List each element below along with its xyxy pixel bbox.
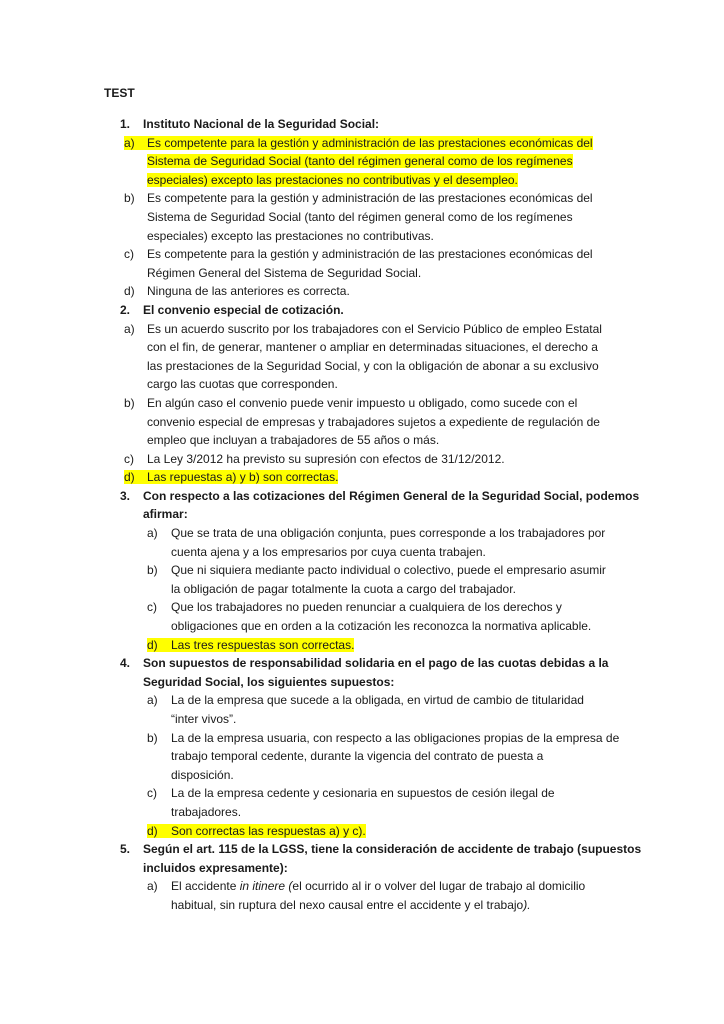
option-text: La Ley 3/2012 ha previsto su supresión con efectos de 31/12/2012. — [147, 451, 505, 466]
answer-option-a — [0, 320, 724, 394]
option-text: La de la empresa que sucede a la obligada, en virtud de cambio de titularidad — [171, 693, 584, 708]
highlighted-answer — [147, 173, 518, 187]
option-text: La de la empresa cedente y cesionaria en supuestos de cesión ilegal de — [171, 786, 555, 801]
option-line — [0, 710, 724, 729]
option-line — [0, 208, 724, 227]
option-line — [0, 822, 724, 841]
option-letter: c) — [147, 600, 157, 615]
option-text: convenio especial de empresas y trabajadores sujetos a expediente de regulación de — [147, 414, 600, 429]
option-line — [0, 877, 724, 896]
answer-text — [147, 210, 573, 224]
answer-option-b — [0, 729, 724, 785]
answer-text — [171, 582, 516, 596]
answer-option-d — [0, 468, 724, 487]
answer-text — [124, 322, 602, 336]
option-line — [0, 134, 724, 153]
question-number: 5. — [120, 842, 131, 857]
option-text: “inter vivos”. — [171, 712, 237, 726]
option-line — [0, 468, 724, 487]
option-text: Es competente para la gestión y administración de las prestaciones económicas del — [147, 247, 593, 262]
option-text: cargo las cuotas que corresponden. — [147, 377, 338, 392]
option-line — [0, 338, 724, 357]
option-letter: b) — [147, 563, 158, 578]
option-line — [0, 189, 724, 208]
option-letter: c) — [147, 786, 157, 801]
answer-text — [171, 768, 234, 782]
option-line — [0, 598, 724, 617]
option-text: especiales) excepto las prestaciones no contributivas. — [147, 228, 434, 243]
answer-text — [171, 545, 486, 559]
option-line — [0, 394, 724, 413]
question-number: 3. — [120, 488, 131, 503]
option-text: Es un acuerdo suscrito por los trabajadores con el Servicio Público de empleo Estatal — [147, 321, 602, 336]
option-line — [0, 431, 724, 450]
document-title: TEST — [104, 86, 135, 100]
option-line — [0, 320, 724, 339]
answer-option-c — [0, 245, 724, 282]
question-number: 1. — [120, 117, 131, 131]
option-letter: a) — [147, 693, 158, 708]
answer-text — [171, 619, 591, 633]
question-title-text: Según el art. 115 de la LGSS, tiene la consideración de accidente de trabajo (supuestos — [143, 842, 642, 857]
option-letter: b) — [147, 730, 158, 745]
option-text: Las tres respuestas son correctas. — [171, 637, 355, 652]
answer-text — [147, 693, 584, 707]
question-5 — [0, 840, 724, 877]
option-line — [0, 580, 724, 599]
option-line — [0, 691, 724, 710]
option-text: Que los trabajadores no pueden renunciar a cualquiera de los derechos y — [171, 600, 562, 615]
answer-option-d — [0, 282, 724, 301]
option-text-segment: el ocurrido al ir o volver del lugar de trabajo al domicilio — [292, 879, 586, 894]
option-text: con el fin, de generar, mantener o ampliar en determinadas situaciones, el derecho a — [147, 340, 598, 355]
highlighted-answer — [124, 470, 338, 484]
answer-text — [147, 340, 598, 354]
option-text: Que se trata de una obligación conjunta, pues corresponde a los trabajadores por — [171, 526, 606, 541]
answer-text — [171, 805, 241, 819]
option-line — [0, 766, 724, 785]
option-line — [0, 524, 724, 543]
answer-text — [147, 415, 600, 429]
option-line — [0, 227, 724, 246]
answer-text — [147, 377, 338, 391]
option-text: Las repuestas a) y b) son correctas. — [147, 470, 339, 485]
option-text-segment: habitual, sin ruptura del nexo causal entre el accidente y el trabajo — [171, 897, 524, 912]
option-text: empleo que incluyan a trabajadores de 55 años o más. — [147, 433, 440, 448]
option-line — [0, 357, 724, 376]
option-text: Es competente para la gestión y administración de las prestaciones económicas del — [147, 135, 593, 150]
answer-text — [147, 879, 585, 893]
option-text: Que ni siquiera mediante pacto individual o colectivo, puede el empresario asumir — [171, 563, 606, 578]
option-letter: b) — [124, 395, 135, 410]
answer-text — [147, 266, 421, 280]
option-letter: d) — [147, 637, 158, 652]
question-title-text: Son supuestos de responsabilidad solidaria en el pago de las cuotas debidas a la — [143, 656, 609, 671]
question-title-line — [0, 859, 724, 878]
answer-text — [147, 600, 562, 614]
option-text: Son correctas las respuestas a) y c). — [171, 823, 366, 838]
option-line — [0, 729, 724, 748]
option-text: Ninguna de las anteriores es correcta. — [147, 284, 350, 299]
option-letter: a) — [147, 879, 158, 894]
question-title-line — [0, 505, 724, 524]
answer-text — [171, 749, 543, 763]
option-text-segment: El accidente — [171, 879, 240, 894]
question-3 — [0, 487, 724, 524]
option-text: En algún caso el convenio puede venir impuesto u obligado, como sucede con el — [147, 395, 578, 410]
answer-text — [124, 247, 593, 261]
option-text-segment: ). — [523, 897, 531, 912]
option-text: La de la empresa usuaria, con respecto a las obligaciones propias de la empresa de — [171, 730, 620, 745]
question-title-text: El convenio especial de cotización. — [143, 302, 344, 317]
option-line — [0, 784, 724, 803]
answer-text — [147, 786, 555, 800]
highlighted-answer — [124, 136, 593, 150]
option-line — [0, 543, 724, 562]
answer-text — [147, 359, 599, 373]
question-title-text: Con respecto a las cotizaciones del Régimen General de la Seguridad Social, podemos — [143, 488, 640, 503]
question-title-line — [0, 301, 724, 320]
option-text: las prestaciones de la Seguridad Social, y con la obligación de abonar a su exclusivo — [147, 358, 599, 373]
question-4 — [0, 654, 724, 691]
option-letter: b) — [124, 191, 135, 206]
option-line — [0, 375, 724, 394]
option-letter: a) — [147, 526, 158, 541]
option-letter: d) — [147, 823, 158, 838]
highlighted-answer — [147, 638, 354, 652]
answer-text — [171, 898, 531, 912]
option-line — [0, 264, 724, 283]
answer-option-b — [0, 189, 724, 245]
question-title-line — [0, 487, 724, 506]
option-letter: a) — [124, 135, 135, 150]
question-title-line — [0, 654, 724, 673]
answer-text — [171, 712, 236, 726]
option-text-segment: in itinere ( — [239, 879, 293, 894]
answer-text — [147, 433, 439, 447]
answer-option-d — [0, 822, 724, 841]
question-title-text: afirmar: — [143, 507, 188, 522]
question-title-line — [0, 673, 724, 692]
question-number: 2. — [120, 302, 131, 317]
answer-text — [124, 191, 593, 205]
answer-text — [147, 731, 619, 745]
question-number: 4. — [120, 656, 131, 671]
option-text: trabajadores. — [171, 804, 242, 819]
option-letter: c) — [124, 451, 134, 466]
option-text: Régimen General del Sistema de Seguridad Social. — [147, 265, 422, 280]
option-line — [0, 803, 724, 822]
option-text: la obligación de pagar totalmente la cuota a cargo del trabajador. — [171, 581, 516, 596]
answer-option-b — [0, 394, 724, 450]
answer-option-a — [0, 691, 724, 728]
answer-option-c — [0, 598, 724, 635]
option-letter: d) — [124, 470, 135, 485]
option-line — [0, 561, 724, 580]
highlighted-answer — [147, 824, 366, 838]
question-title-line — [0, 115, 724, 134]
question-list — [0, 115, 724, 915]
option-text: especiales) excepto las prestaciones no contributivas y el desempleo. — [147, 172, 518, 187]
answer-text — [124, 452, 505, 466]
answer-option-a — [0, 134, 724, 190]
answer-option-a — [0, 877, 724, 914]
answer-option-d — [0, 636, 724, 655]
answer-text — [124, 396, 577, 410]
answer-option-a — [0, 524, 724, 561]
option-line — [0, 152, 724, 171]
option-line — [0, 171, 724, 190]
option-line — [0, 636, 724, 655]
option-line — [0, 450, 724, 469]
option-text: trabajo temporal cedente, durante la vigencia del contrato de puesta a — [171, 749, 544, 764]
question-1 — [0, 115, 724, 134]
question-title-text: Seguridad Social, los siguientes supuestos: — [143, 674, 395, 689]
answer-text — [147, 229, 434, 243]
question-title-text: incluidos expresamente): — [143, 860, 288, 875]
option-text: disposición. — [171, 767, 234, 782]
option-line — [0, 747, 724, 766]
option-letter: d) — [124, 284, 135, 299]
option-text: Es competente para la gestión y administración de las prestaciones económicas del — [147, 191, 593, 206]
highlighted-answer — [147, 154, 573, 168]
answer-text — [147, 526, 605, 540]
question-2 — [0, 301, 724, 320]
option-text: Sistema de Seguridad Social (tanto del régimen general como de los regímenes — [147, 154, 573, 169]
option-text: Sistema de Seguridad Social (tanto del régimen general como de los regímenes — [147, 209, 573, 224]
option-line — [0, 245, 724, 264]
answer-option-c — [0, 784, 724, 821]
option-text: cuenta ajena y a los empresarios por cuya cuenta trabajen. — [171, 544, 486, 559]
option-line — [0, 617, 724, 636]
question-title-line — [0, 840, 724, 859]
option-letter: a) — [124, 321, 135, 336]
answer-text — [147, 563, 606, 577]
option-line — [0, 282, 724, 301]
answer-option-c — [0, 450, 724, 469]
option-line — [0, 413, 724, 432]
question-title-text: Instituto Nacional de la Seguridad Social: — [143, 117, 380, 131]
option-text: obligaciones que en orden a la cotización les reconozca la normativa aplicable. — [171, 619, 592, 634]
answer-text — [124, 284, 350, 298]
option-line — [0, 896, 724, 915]
option-letter: c) — [124, 247, 134, 262]
answer-option-b — [0, 561, 724, 598]
